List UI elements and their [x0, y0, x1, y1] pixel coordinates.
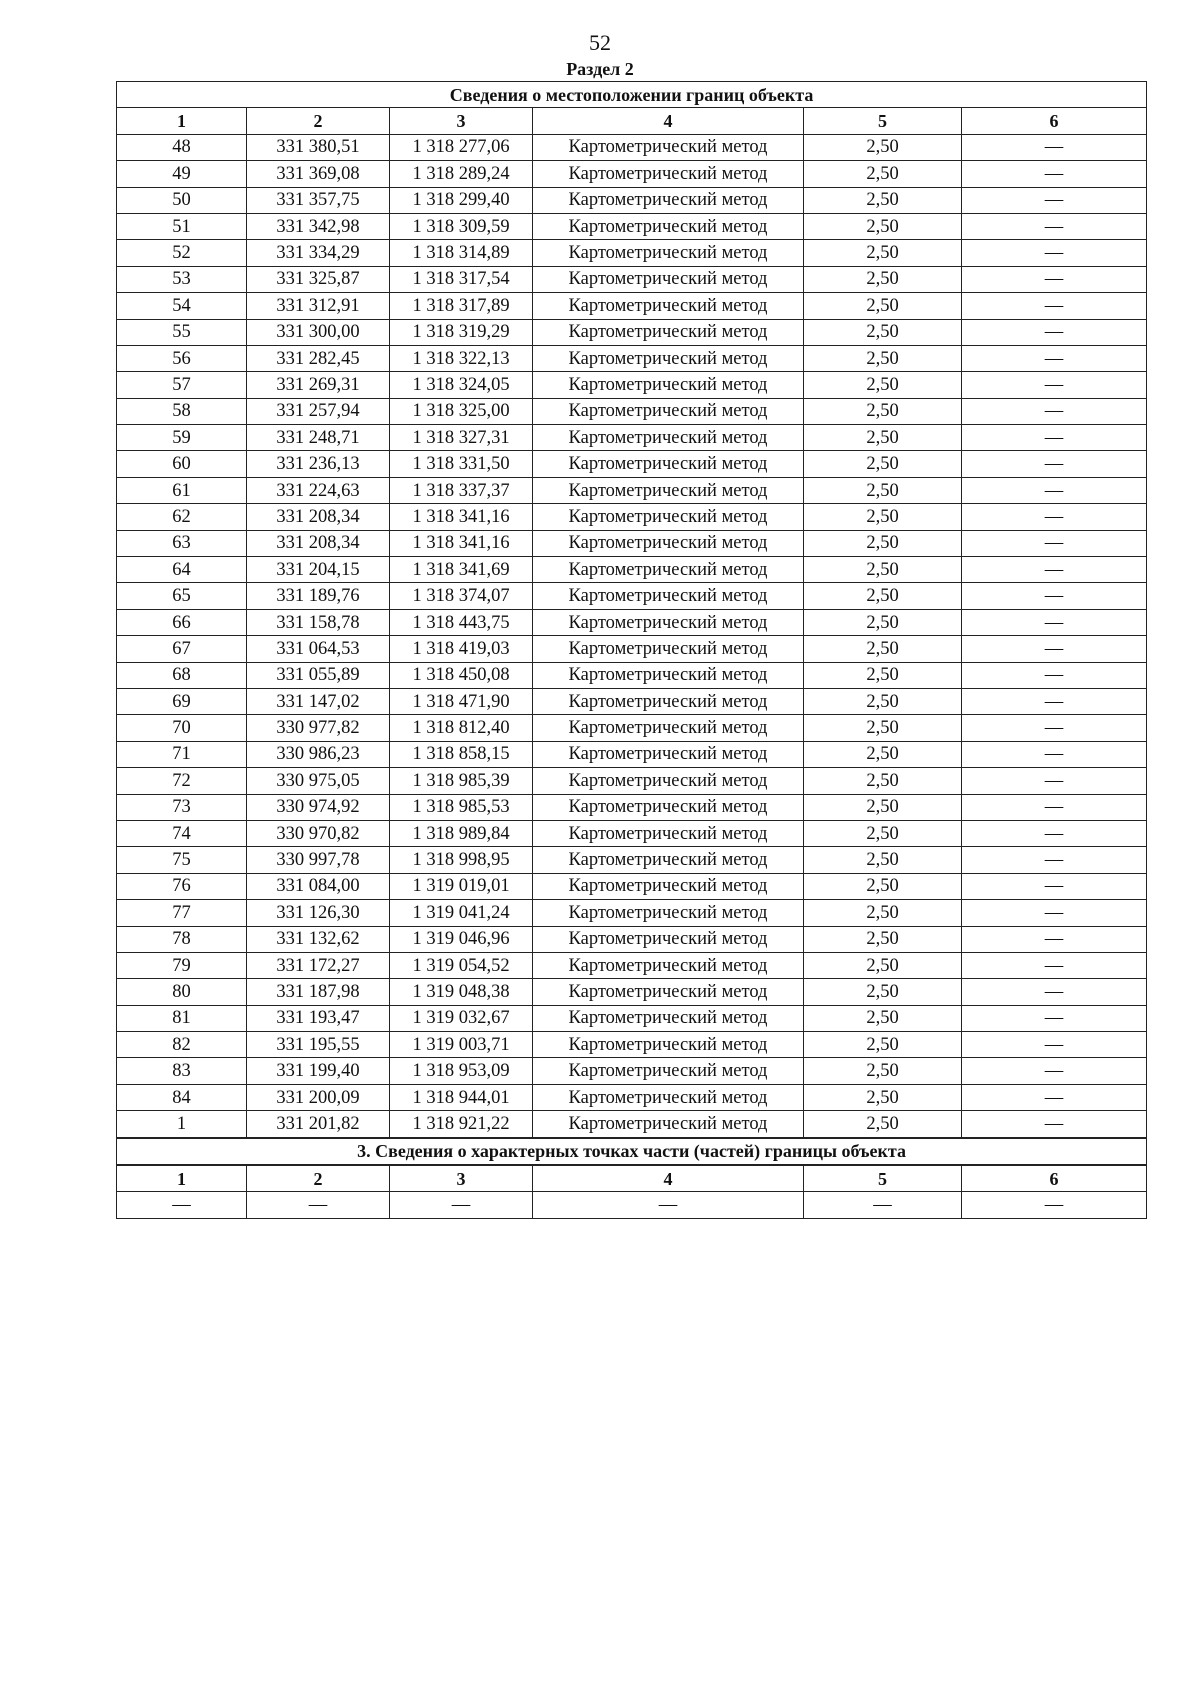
description-cell: — [962, 213, 1147, 239]
accuracy-cell: 2,50 [804, 398, 962, 424]
description-cell: — [962, 345, 1147, 371]
table-row [117, 240, 1147, 266]
y-coordinate-cell: 1 318 322,13 [390, 345, 533, 371]
section-title: Раздел 2 [566, 59, 634, 79]
method-cell: Картометрический метод [533, 213, 804, 239]
table-row [117, 794, 1147, 820]
y-coordinate-cell: 1 318 443,75 [390, 609, 533, 635]
point-number-cell: 81 [117, 1005, 247, 1031]
column-header: 4 [533, 108, 804, 134]
y-coordinate-cell: 1 318 341,16 [390, 530, 533, 556]
description-cell: — [962, 451, 1147, 477]
method-cell: Картометрический метод [533, 741, 804, 767]
x-coordinate-cell: 331 172,27 [247, 952, 390, 978]
y-coordinate-cell: 1 319 041,24 [390, 900, 533, 926]
accuracy-cell: 2,50 [804, 952, 962, 978]
x-coordinate-cell: 331 282,45 [247, 345, 390, 371]
accuracy-cell: 2,50 [804, 662, 962, 688]
table-row [117, 345, 1147, 371]
method-cell: Картометрический метод [533, 477, 804, 503]
description-cell: — [962, 583, 1147, 609]
point-number-cell: 54 [117, 293, 247, 319]
x-coordinate-cell: 331 189,76 [247, 583, 390, 609]
point-number-cell: 55 [117, 319, 247, 345]
point-number-cell: 65 [117, 583, 247, 609]
method-cell: Картометрический метод [533, 1084, 804, 1110]
accuracy-cell: 2,50 [804, 900, 962, 926]
accuracy-cell: 2,50 [804, 557, 962, 583]
method-cell: Картометрический метод [533, 266, 804, 292]
y-coordinate-cell: 1 319 048,38 [390, 979, 533, 1005]
description-cell: — [962, 425, 1147, 451]
accuracy-cell: 2,50 [804, 847, 962, 873]
accuracy-cell: 2,50 [804, 530, 962, 556]
description-cell: — [962, 319, 1147, 345]
method-cell: Картометрический метод [533, 530, 804, 556]
table-row [117, 1084, 1147, 1110]
x-coordinate-cell: 330 970,82 [247, 820, 390, 846]
x-coordinate-cell: 331 334,29 [247, 240, 390, 266]
method-cell: Картометрический метод [533, 952, 804, 978]
table-row [117, 293, 1147, 319]
point-number-cell: 61 [117, 477, 247, 503]
point-number-cell: 66 [117, 609, 247, 635]
description-cell: — [962, 873, 1147, 899]
table-row [117, 847, 1147, 873]
accuracy-cell: 2,50 [804, 820, 962, 846]
method-cell: Картометрический метод [533, 187, 804, 213]
description-cell: — [962, 715, 1147, 741]
accuracy-cell: 2,50 [804, 636, 962, 662]
accuracy-cell: 2,50 [804, 1111, 962, 1138]
y-coordinate-cell: 1 318 998,95 [390, 847, 533, 873]
table-row [117, 504, 1147, 530]
table-caption: Сведения о местоположении границ объекта [117, 82, 1147, 108]
description-cell: — [962, 688, 1147, 714]
point-number-cell: 50 [117, 187, 247, 213]
accuracy-cell: 2,50 [804, 161, 962, 187]
table-row [117, 161, 1147, 187]
y-coordinate-cell: 1 318 325,00 [390, 398, 533, 424]
column-header: 1 [117, 108, 247, 134]
point-number-cell: 68 [117, 662, 247, 688]
y-coordinate-cell: 1 318 374,07 [390, 583, 533, 609]
accuracy-cell: 2,50 [804, 1005, 962, 1031]
point-number-cell: 1 [117, 1111, 247, 1138]
y-coordinate-cell: 1 318 341,16 [390, 504, 533, 530]
table-row [117, 398, 1147, 424]
table-row [117, 979, 1147, 1005]
y-coordinate-cell: 1 318 309,59 [390, 213, 533, 239]
x-coordinate-cell: 330 986,23 [247, 741, 390, 767]
y-coordinate-cell: — [390, 1192, 533, 1218]
x-coordinate-cell: 331 312,91 [247, 293, 390, 319]
accuracy-cell: 2,50 [804, 372, 962, 398]
accuracy-cell: 2,50 [804, 715, 962, 741]
y-coordinate-cell: 1 318 314,89 [390, 240, 533, 266]
description-cell: — [962, 847, 1147, 873]
point-number-cell: 79 [117, 952, 247, 978]
x-coordinate-cell: 330 997,78 [247, 847, 390, 873]
description-cell: — [962, 794, 1147, 820]
x-coordinate-cell: 331 126,30 [247, 900, 390, 926]
point-number-cell: 76 [117, 873, 247, 899]
y-coordinate-cell: 1 318 299,40 [390, 187, 533, 213]
table-row [117, 477, 1147, 503]
table-row [117, 952, 1147, 978]
accuracy-cell: 2,50 [804, 240, 962, 266]
y-coordinate-cell: 1 318 471,90 [390, 688, 533, 714]
point-number-cell: 64 [117, 557, 247, 583]
method-cell: Картометрический метод [533, 926, 804, 952]
method-cell: Картометрический метод [533, 847, 804, 873]
x-coordinate-cell: 331 325,87 [247, 266, 390, 292]
description-cell: — [962, 1192, 1147, 1218]
column-header: 4 [533, 1165, 804, 1192]
y-coordinate-cell: 1 318 989,84 [390, 820, 533, 846]
method-cell: Картометрический метод [533, 583, 804, 609]
x-coordinate-cell: 330 974,92 [247, 794, 390, 820]
description-cell: — [962, 557, 1147, 583]
y-coordinate-cell: 1 318 327,31 [390, 425, 533, 451]
description-cell: — [962, 926, 1147, 952]
y-coordinate-cell: 1 318 341,69 [390, 557, 533, 583]
table-row [117, 1111, 1147, 1138]
x-coordinate-cell: 331 269,31 [247, 372, 390, 398]
method-cell: Картометрический метод [533, 609, 804, 635]
x-coordinate-cell: 331 208,34 [247, 530, 390, 556]
description-cell: — [962, 134, 1147, 160]
method-cell: Картометрический метод [533, 161, 804, 187]
y-coordinate-cell: 1 318 317,89 [390, 293, 533, 319]
table-row [117, 820, 1147, 846]
table-row [117, 926, 1147, 952]
accuracy-cell: 2,50 [804, 425, 962, 451]
y-coordinate-cell: 1 318 858,15 [390, 741, 533, 767]
column-header: 3 [390, 108, 533, 134]
x-coordinate-cell: 330 975,05 [247, 768, 390, 794]
y-coordinate-cell: 1 318 419,03 [390, 636, 533, 662]
x-coordinate-cell: 331 357,75 [247, 187, 390, 213]
table-row [117, 213, 1147, 239]
x-coordinate-cell: 331 064,53 [247, 636, 390, 662]
description-cell: — [962, 768, 1147, 794]
point-number-cell: 70 [117, 715, 247, 741]
description-cell: — [962, 398, 1147, 424]
point-number-cell: 72 [117, 768, 247, 794]
point-number-cell: 63 [117, 530, 247, 556]
y-coordinate-cell: 1 318 337,37 [390, 477, 533, 503]
method-cell: Картометрический метод [533, 1111, 804, 1138]
point-number-cell: 75 [117, 847, 247, 873]
x-coordinate-cell: 331 195,55 [247, 1032, 390, 1058]
y-coordinate-cell: 1 318 985,53 [390, 794, 533, 820]
point-number-cell: 60 [117, 451, 247, 477]
method-cell: Картометрический метод [533, 319, 804, 345]
description-cell: — [962, 662, 1147, 688]
point-number-cell: 51 [117, 213, 247, 239]
x-coordinate-cell: 331 204,15 [247, 557, 390, 583]
y-coordinate-cell: 1 318 985,39 [390, 768, 533, 794]
x-coordinate-cell: 331 201,82 [247, 1111, 390, 1138]
accuracy-cell: 2,50 [804, 979, 962, 1005]
method-cell: Картометрический метод [533, 1058, 804, 1084]
boundary-table [116, 81, 1147, 1219]
y-coordinate-cell: 1 319 019,01 [390, 873, 533, 899]
accuracy-cell: 2,50 [804, 609, 962, 635]
accuracy-cell: 2,50 [804, 213, 962, 239]
method-cell: Картометрический метод [533, 557, 804, 583]
y-coordinate-cell: 1 319 032,67 [390, 1005, 533, 1031]
point-number-cell: 73 [117, 794, 247, 820]
method-cell: Картометрический метод [533, 1005, 804, 1031]
table-row [117, 662, 1147, 688]
x-coordinate-cell: 331 200,09 [247, 1084, 390, 1110]
method-cell: Картометрический метод [533, 794, 804, 820]
y-coordinate-cell: 1 318 324,05 [390, 372, 533, 398]
table-row [117, 741, 1147, 767]
description-cell: — [962, 477, 1147, 503]
accuracy-cell: 2,50 [804, 873, 962, 899]
accuracy-cell: 2,50 [804, 926, 962, 952]
point-number-cell: 49 [117, 161, 247, 187]
method-cell: Картометрический метод [533, 873, 804, 899]
y-coordinate-cell: 1 318 921,22 [390, 1111, 533, 1138]
description-cell: — [962, 240, 1147, 266]
method-cell: Картометрический метод [533, 768, 804, 794]
y-coordinate-cell: 1 318 953,09 [390, 1058, 533, 1084]
y-coordinate-cell: 1 318 944,01 [390, 1084, 533, 1110]
method-cell: Картометрический метод [533, 398, 804, 424]
description-cell: — [962, 741, 1147, 767]
table-row [117, 557, 1147, 583]
column-header: 6 [962, 1165, 1147, 1192]
accuracy-cell: 2,50 [804, 293, 962, 319]
method-cell: Картометрический метод [533, 372, 804, 398]
description-cell: — [962, 952, 1147, 978]
point-number-cell: 78 [117, 926, 247, 952]
accuracy-cell: 2,50 [804, 319, 962, 345]
accuracy-cell: 2,50 [804, 345, 962, 371]
point-number-cell: — [117, 1192, 247, 1218]
column-header: 5 [804, 1165, 962, 1192]
table-row [117, 530, 1147, 556]
x-coordinate-cell: 331 193,47 [247, 1005, 390, 1031]
y-coordinate-cell: 1 318 331,50 [390, 451, 533, 477]
column-header: 2 [247, 1165, 390, 1192]
method-cell: Картометрический метод [533, 1032, 804, 1058]
method-cell: Картометрический метод [533, 900, 804, 926]
x-coordinate-cell: — [247, 1192, 390, 1218]
subsection-caption: 3. Сведения о характерных точках части (частей) границы объекта [117, 1138, 1147, 1165]
x-coordinate-cell: 331 300,00 [247, 319, 390, 345]
point-number-cell: 48 [117, 134, 247, 160]
description-cell: — [962, 530, 1147, 556]
x-coordinate-cell: 331 224,63 [247, 477, 390, 503]
method-cell: Картометрический метод [533, 636, 804, 662]
accuracy-cell: 2,50 [804, 741, 962, 767]
x-coordinate-cell: 331 257,94 [247, 398, 390, 424]
description-cell: — [962, 1084, 1147, 1110]
description-cell: — [962, 1111, 1147, 1138]
table-row [117, 636, 1147, 662]
x-coordinate-cell: 331 248,71 [247, 425, 390, 451]
point-number-cell: 83 [117, 1058, 247, 1084]
description-cell: — [962, 1032, 1147, 1058]
x-coordinate-cell: 331 199,40 [247, 1058, 390, 1084]
table-row [117, 609, 1147, 635]
table-row [117, 1058, 1147, 1084]
point-number-cell: 58 [117, 398, 247, 424]
accuracy-cell: — [804, 1192, 962, 1218]
y-coordinate-cell: 1 319 003,71 [390, 1032, 533, 1058]
method-cell: Картометрический метод [533, 504, 804, 530]
method-cell: — [533, 1192, 804, 1218]
accuracy-cell: 2,50 [804, 688, 962, 714]
table-row [117, 1192, 1147, 1218]
y-coordinate-cell: 1 318 319,29 [390, 319, 533, 345]
table-row [117, 583, 1147, 609]
method-cell: Картометрический метод [533, 293, 804, 319]
method-cell: Картометрический метод [533, 820, 804, 846]
y-coordinate-cell: 1 319 046,96 [390, 926, 533, 952]
table-row [117, 900, 1147, 926]
accuracy-cell: 2,50 [804, 768, 962, 794]
y-coordinate-cell: 1 318 450,08 [390, 662, 533, 688]
y-coordinate-cell: 1 318 812,40 [390, 715, 533, 741]
table-row [117, 134, 1147, 160]
accuracy-cell: 2,50 [804, 1058, 962, 1084]
x-coordinate-cell: 331 084,00 [247, 873, 390, 899]
accuracy-cell: 2,50 [804, 1032, 962, 1058]
description-cell: — [962, 293, 1147, 319]
description-cell: — [962, 1005, 1147, 1031]
method-cell: Картометрический метод [533, 662, 804, 688]
point-number-cell: 82 [117, 1032, 247, 1058]
x-coordinate-cell: 331 158,78 [247, 609, 390, 635]
x-coordinate-cell: 331 208,34 [247, 504, 390, 530]
y-coordinate-cell: 1 318 317,54 [390, 266, 533, 292]
point-number-cell: 62 [117, 504, 247, 530]
description-cell: — [962, 979, 1147, 1005]
accuracy-cell: 2,50 [804, 794, 962, 820]
accuracy-cell: 2,50 [804, 266, 962, 292]
accuracy-cell: 2,50 [804, 187, 962, 213]
point-number-cell: 71 [117, 741, 247, 767]
method-cell: Картометрический метод [533, 451, 804, 477]
method-cell: Картометрический метод [533, 345, 804, 371]
description-cell: — [962, 266, 1147, 292]
x-coordinate-cell: 331 342,98 [247, 213, 390, 239]
column-header: 3 [390, 1165, 533, 1192]
description-cell: — [962, 609, 1147, 635]
description-cell: — [962, 372, 1147, 398]
accuracy-cell: 2,50 [804, 583, 962, 609]
table-row [117, 1032, 1147, 1058]
accuracy-cell: 2,50 [804, 134, 962, 160]
table-row [117, 768, 1147, 794]
column-header: 5 [804, 108, 962, 134]
column-header: 1 [117, 1165, 247, 1192]
x-coordinate-cell: 331 055,89 [247, 662, 390, 688]
table-row [117, 319, 1147, 345]
description-cell: — [962, 504, 1147, 530]
point-number-cell: 52 [117, 240, 247, 266]
table-row [117, 425, 1147, 451]
method-cell: Картометрический метод [533, 979, 804, 1005]
description-cell: — [962, 1058, 1147, 1084]
y-coordinate-cell: 1 319 054,52 [390, 952, 533, 978]
table-row [117, 715, 1147, 741]
description-cell: — [962, 820, 1147, 846]
point-number-cell: 57 [117, 372, 247, 398]
point-number-cell: 84 [117, 1084, 247, 1110]
description-cell: — [962, 187, 1147, 213]
accuracy-cell: 2,50 [804, 1084, 962, 1110]
description-cell: — [962, 900, 1147, 926]
x-coordinate-cell: 331 132,62 [247, 926, 390, 952]
table-row [117, 873, 1147, 899]
point-number-cell: 69 [117, 688, 247, 714]
y-coordinate-cell: 1 318 277,06 [390, 134, 533, 160]
point-number-cell: 77 [117, 900, 247, 926]
table-row [117, 372, 1147, 398]
description-cell: — [962, 161, 1147, 187]
column-header: 6 [962, 108, 1147, 134]
x-coordinate-cell: 331 236,13 [247, 451, 390, 477]
method-cell: Картометрический метод [533, 134, 804, 160]
table-row [117, 688, 1147, 714]
y-coordinate-cell: 1 318 289,24 [390, 161, 533, 187]
accuracy-cell: 2,50 [804, 477, 962, 503]
method-cell: Картометрический метод [533, 425, 804, 451]
x-coordinate-cell: 331 187,98 [247, 979, 390, 1005]
point-number-cell: 74 [117, 820, 247, 846]
x-coordinate-cell: 331 147,02 [247, 688, 390, 714]
point-number-cell: 80 [117, 979, 247, 1005]
x-coordinate-cell: 330 977,82 [247, 715, 390, 741]
column-header: 2 [247, 108, 390, 134]
point-number-cell: 56 [117, 345, 247, 371]
method-cell: Картометрический метод [533, 688, 804, 714]
page-number: 52 [589, 30, 611, 55]
method-cell: Картометрический метод [533, 715, 804, 741]
accuracy-cell: 2,50 [804, 504, 962, 530]
method-cell: Картометрический метод [533, 240, 804, 266]
point-number-cell: 67 [117, 636, 247, 662]
table-row [117, 266, 1147, 292]
accuracy-cell: 2,50 [804, 451, 962, 477]
x-coordinate-cell: 331 369,08 [247, 161, 390, 187]
point-number-cell: 53 [117, 266, 247, 292]
point-number-cell: 59 [117, 425, 247, 451]
x-coordinate-cell: 331 380,51 [247, 134, 390, 160]
table-row [117, 1005, 1147, 1031]
table-row [117, 451, 1147, 477]
table-row [117, 187, 1147, 213]
description-cell: — [962, 636, 1147, 662]
